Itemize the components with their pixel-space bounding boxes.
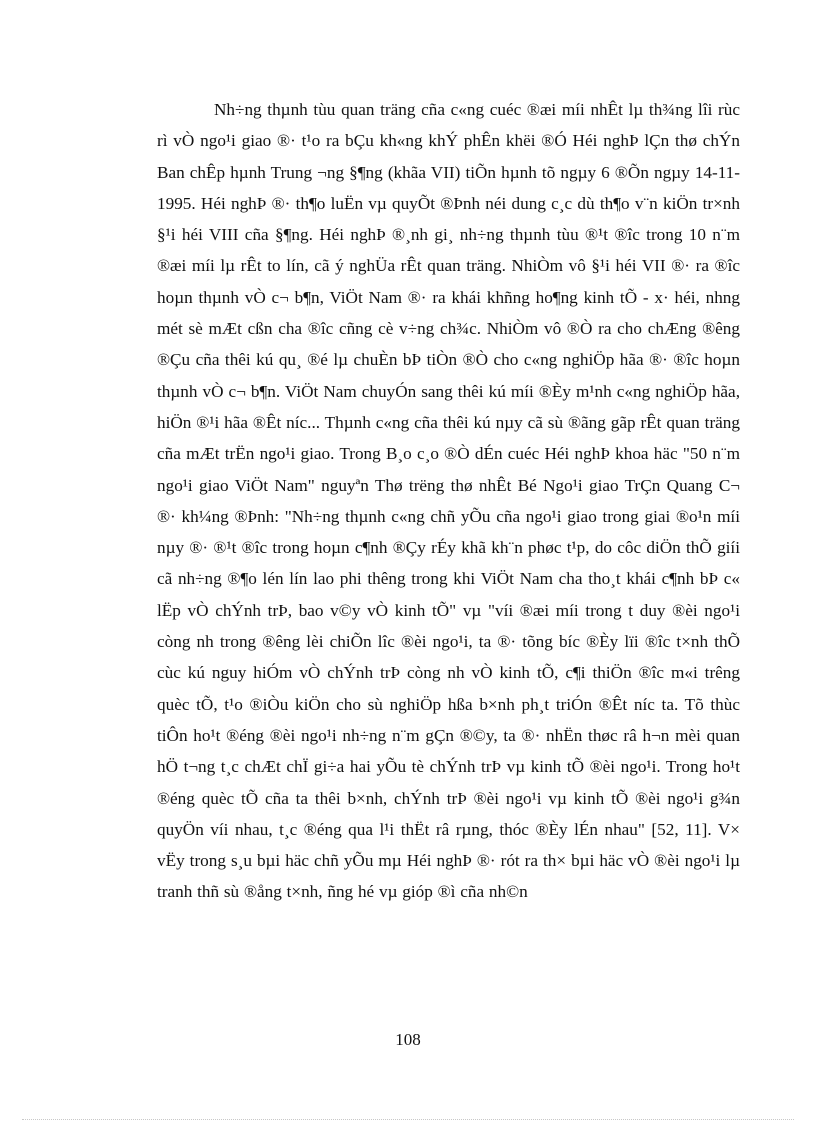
- body-paragraph: Nh÷ng thµnh tùu quan träng cña c«ng cuéc ®æi míi nhÊt lµ th¾ng lîi rùc rì vÒ ngo¹i giao ®· t¹o ra bÇu kh«ng khÝ phÊn khëi ®Ó Héi nghÞ lÇn thø chÝn Ban chÊp hµnh Trung ¬ng §¶ng (khãa VII) tiÕn hµnh tõ ngµy 6 ®Õn ngµy 14-11-1995. Héi nghÞ ®· th¶o luËn vµ quyÕt ®Þnh néi dung c¸c dù th¶o v¨n kiÖn tr×nh §¹i héi VIII cña §¶ng. Héi nghÞ ®¸nh gi¸ nh÷ng thµnh tùu ®¹t ®îc trong 10 n¨m ®æi míi lµ rÊt to lín, cã ý nghÜa rÊt quan träng. NhiÒm vô §¹i héi VII ®· ra ®îc hoµn thµnh vÒ c¬ b¶n, ViÖt Nam ®· ra khái khñng ho¶ng kinh tÕ - x· héi, nhng mét sè mÆt cßn cha ®îc cñng cè v÷ng ch¾c. NhiÒm vô ®Ò ra cho chÆng ®êng ®Çu cña thêi kú qu¸ ®é lµ chuÈn bÞ tiÒn ®Ò cho c«ng nghiÖp hãa ®· ®îc hoµn thµnh vÒ c¬ b¶n. ViÖt Nam chuyÓn sang thêi kú míi ®Èy m¹nh c«ng nghiÖp hãa, hiÖn ®¹i hãa ®Êt níc... Thµnh c«ng cña thêi kú nµy cã sù ®ãng gãp rÊt quan träng cña mÆt trËn ngo¹i giao. Trong B¸o c¸o ®Ò dÉn cuéc Héi nghÞ khoa häc "50 n¨m ngo¹i giao ViÖt Nam" nguyªn Thø trëng thø nhÊt Bé Ngo¹i giao TrÇn Quang C¬ ®· kh¼ng ®Þnh: "Nh÷ng thµnh c«ng chñ yÕu cña ngo¹i giao trong giai ®o¹n míi nµy ®· ®¹t ®îc trong hoµn c¶nh ®Çy rÉy khã kh¨n phøc t¹p, do côc diÖn thÕ giíi cã nh÷ng ®¶o lén lín lao phi thêng trong khi ViÖt Nam cha tho¸t khái c¶nh bÞ c« lËp vÒ chÝnh trÞ, bao v©y vÒ kinh tÕ" vµ "víi ®æi míi trong t duy ®èi ngo¹i còng nh trong ®êng lèi chiÕn lîc ®èi ngo¹i, ta ®· tõng bíc ®Èy lïi ®îc t×nh thÕ cùc kú nguy hiÓm vÒ chÝnh trÞ còng nh vÒ kinh tÕ, c¶i thiÖn ®îc m«i trêng quèc tÕ, t¹o ®iÒu kiÖn cho sù nghiÖp hßa b×nh ph¸t triÓn ®Êt níc ta. Tõ thùc tiÔn ho¹t ®éng ®èi ngo¹i nh÷ng n¨m gÇn ®©y, ta ®· nhËn thøc râ h¬n mèi quan hÖ t¬ng t¸c chÆt chÏ gi÷a hai yÕu tè chÝnh trÞ vµ kinh tÕ ®èi ngo¹i. Trong ho¹t ®éng quèc tÕ cña ta thêi b×nh, chÝnh trÞ ®èi ngo¹i vµ kinh tÕ ®èi ngo¹i g¾n quyÖn víi nhau, t¸c ®éng qua l¹i thËt râ rµng, thóc ®Èy lÉn nhau" [52, 11]. V× vËy trong s¸u bµi häc chñ yÕu mµ Héi nghÞ ®· rót ra th× bµi häc vÒ ®èi ngo¹i lµ tranh thñ sù ®ång t×nh, ñng hé vµ gióp ®ì cña nh©n: [157, 100, 740, 902]
- page-bottom-divider: [22, 1119, 794, 1120]
- page-number: 108: [395, 1030, 421, 1049]
